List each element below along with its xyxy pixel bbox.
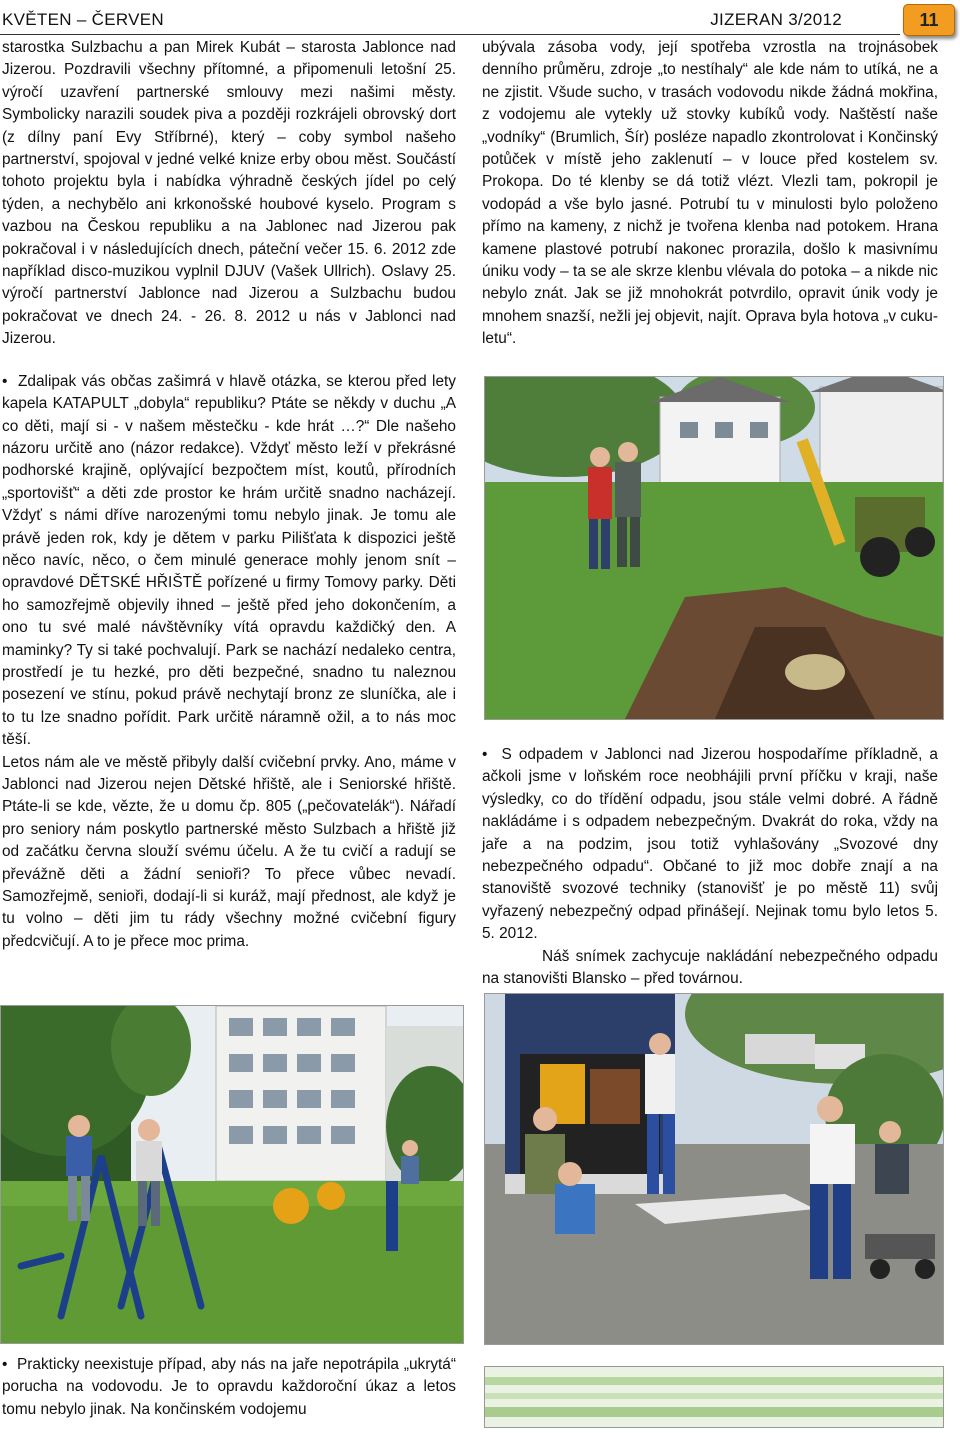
photo-water-leak-repair — [484, 376, 944, 720]
photo-senior-playground — [0, 1005, 464, 1344]
header-rule — [0, 34, 900, 35]
left-column-bottom — [2, 1354, 456, 1421]
page-header — [0, 0, 960, 40]
left-column — [2, 37, 456, 953]
article-water-leak-continued: ubývala zásoba vody, její spotřeba vzrostla na trojnásobek denního průměru, zdroje „to nestíhaly“ ale kde nám to utíká, ne a ne zjistit. Všude sucho, v trasách vodovodu nikde žádná mokřina, z vodojemu ale vytekly už stovky kubíků vody. Naštěstí naše „vodníky“ (Brumlich, Šír) posléze napadlo zkontrolovat i Končinský potůček v místě jeho zaklenutí – v louce před kostelem sv. Prokopa. Do té klenby se dá totiž vlézt. Vlezli tam, pokropil je vodopád a vše bylo jasné. Potrubí tu v minulosti bylo položeno přímo na kameny, z nichž je tvořena klenba nad potokem. Hrana kamene plastové potrubí nakonec prorazila, došlo k masivnímu úniku vody – ta se ale skrze klenbu vlévala do potoka – a nikde nic nebylo znát. Jak se již mnohokrát potvrdilo, opravit únik vody je mnohem snazší, nežli jej objevit, najít. Oprava byla hotova „v cuku-letu“. — [482, 39, 938, 348]
page-number-badge: 11 — [903, 4, 955, 36]
publication-title: JIZERAN 3/2012 — [710, 10, 842, 29]
article-water-leak: • Prakticky neexistuje případ, aby nás na jaře nepotrápila „ukrytá“ porucha na vodovodu. Je to opravdu každoroční úkaz a letos tomu nebylo jinak. Na končinském vodojemu — [2, 1354, 456, 1421]
article-sulzbach-continued: starostka Sulzbachu a pan Mirek Kubát – starosta Jablonce nad Jizerou. Pozdravili všechny přítomné, a připomenuli letošní 25. výročí uzavření partnerské smlouvy mezi našimi městy. Symbolicky narazili soudek piva a později rozkrájeli obrovský dort (z dílny paní Evy Stříbrné), který – coby symbol našeho partnerství, spojoval v jedné velké knize erby obou měst. Součástí tohoto projektu byla i nabídka výhradně českých jídel po celý týden, a nechybělo ani krkonošské houbové kyselo. Program s vazbou na Českou republiku a na Jablonec nad Jizerou pak pokračoval i v následujících dnech, páteční večer 15. 6. 2012 zde například disco-muzikou vyplnil DJUV (Vašek Ullrich). Oslavy 25. výročí partnerství Jablonce nad Jizerou a Sulzbachu budou pokračovat ve dnech 24. - 26. 8. 2012 u nás v Jablonci nad Jizerou. — [2, 39, 456, 348]
photo-hazardous-waste-collection — [484, 993, 944, 1345]
issue-months: KVĚTEN – ČERVEN — [2, 10, 164, 29]
right-column-middle — [482, 744, 938, 990]
photo-bottom-strip — [484, 1366, 944, 1428]
right-column — [482, 37, 938, 351]
photo-caption-waste: Náš snímek zachycuje nakládání nebezpečného odpadu na stanovišti Blansko – před továrnou. — [482, 947, 938, 988]
article-playground: • Zdalipak vás občas zašimrá v hlavě otázka, se kterou před lety kapela KATAPULT „dobyla“ republiku? Ptáte se někdy v duchu „A co děti, mají si - v našem městečku - kde hrát …?“ Dle našeho názoru určitě ano (názor redakce). Vždyť město leží v překrásné podhorské krajině, oplývající bezpočtem míst, koutů, přírodních „sportovišť“ a děti zde prostor ke hrám určitě snadno nacházejí. Vždyť s námi dříve narozenými tomu nebylo jinak. Je tomu ale právě jeden rok, kdy je dětem v parku Pilišťata k dispozici ještě něco navíc, něco, o čem minulé generace mohly jenom snít – opravdové DĚTSKÉ HŘIŠTĚ pořízené u firmy Tomovy parky. Děti ho samozřejmě objevily ihned – ještě před jeho dokončením, a ono tu své malé návštěvníky vítá opravdu každičký den. A maminky? Ty si také pochvalují. Park se nachází nedaleko centra, prostředí je tu hezké, pro děti bezpečné, snadno tu naleznou posezení ve stínu, pokud právě nechytají bronz ze sluníčka, ale i to tu lze snadno pořídit. Park určitě náramně ožil, a to nás moc těší. — [2, 371, 456, 752]
article-hazardous-waste: • S odpadem v Jablonci nad Jizerou hospodaříme příkladně, a ačkoli jsme v loňském roce neobhájili první příčku v kraji, naše výsledky, co do třídění odpadu, jsou stále velmi dobré. A řádně nakládáme i s odpadem nebezpečným. Dvakrát do roka, vždy na jaře a na podzim, jsou totiž vyhlašovány „Svozové dny nebezpečného odpadu“. Občané to již moc dobře znají a na stanoviště svozové techniky (stanovišť je po městě 11) svůj vyřazený nebezpečný odpad přinášejí. Nejinak tomu bylo letos 5. 5. 2012. — [482, 744, 938, 946]
article-senior-playground: Letos nám ale ve městě přibyly další cvičební prvky. Ano, máme v Jablonci nad Jizerou nejen Dětské hřiště, ale i Seniorské hřiště. Ptáte-li se kde, vězte, že u domu čp. 805 („pečovatelák“). Nářadí pro seniory nám poskytlo partnerské město Sulzbach a hřiště již od začátku června slouží svému účelu. A že tu cvičí a radují se převážně děti a žádní senioři? To přece vůbec nevadí. Samozřejmě, senioři, dodají-li si kuráž, mají přednost, ale když je tu volno – děti jim tu rády všechny možné cvičební figury předcvičují. A to je přece moc prima. — [2, 753, 456, 950]
